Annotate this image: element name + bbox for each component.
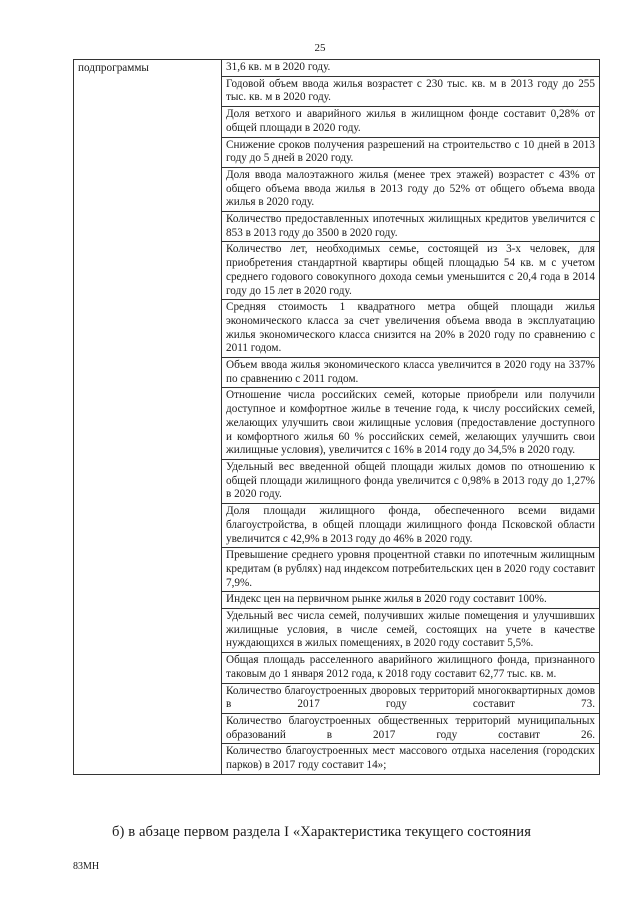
indicator-item: Отношение числа российских семей, которые приобрели или получили доступное и комфортное жилье в течение года, к числу российских семей, желающих улучшить свои жилищные условия (предоставление доступного и комфортного жилья 60 % российских семей, желающих улучшить свои жилищные условия), увеличится с 16% в 2014 году до 34,5% в 2020 году. <box>222 387 599 459</box>
row-label: подпрограммы <box>74 60 222 775</box>
table-row <box>74 60 600 775</box>
indicator-item: Количество предоставленных ипотечных жилищных кредитов увеличится с 853 в 2013 году до 3500 в 2020 году. <box>222 211 599 241</box>
indicator-item: Снижение сроков получения разрешений на строительство с 10 дней в 2013 году до 5 дней в 2020 году. <box>222 137 599 167</box>
indicators-cell <box>222 60 600 775</box>
indicator-item: Количество лет, необходимых семье, состоящей из 3-х человек, для приобретения стандартной квартиры общей площадью 54 кв. м с учетом среднего годового совокупного дохода семьи уменьшится с 20,4 года в 2014 году до 15 лет в 2020 году. <box>222 241 599 299</box>
indicator-item: Доля ввода малоэтажного жилья (менее трех этажей) возрастет с 43% от общего объема ввода жилья в 2013 году до 52% от общего объема ввода жилья в 2020 году. <box>222 167 599 211</box>
indicator-item: Индекс цен на первичном рынке жилья в 2020 году составит 100%. <box>222 591 599 608</box>
indicator-item: Превышение среднего уровня процентной ставки по ипотечным жилищным кредитам (в рублях) над индексом потребительских цен в 2020 году составит 7,9%. <box>222 547 599 591</box>
indicator-item: Количество благоустроенных дворовых территорий многоквартирных домов в 2017 году составит 73. <box>222 683 599 713</box>
page-number: 25 <box>314 42 326 54</box>
indicator-item: Доля ветхого и аварийного жилья в жилищном фонде составит 0,28% от общей площади в 2020 году. <box>222 106 599 136</box>
footer-paragraph: б) в абзаце первом раздела I «Характеристика текущего состояния <box>112 824 532 840</box>
indicator-item: Удельный вес числа семей, получивших жилые помещения и улучшивших жилищные условия, в числе семей, состоящих на учете в качестве нуждающихся в жилых помещениях, в 2020 году составит 5,5%. <box>222 608 599 652</box>
indicator-item: Удельный вес введенной общей площади жилых домов по отношению к общей площади жилищного фонда увеличится с 0,98% в 2013 году до 1,27% в 2020 году. <box>222 459 599 503</box>
indicator-item: Доля площади жилищного фонда, обеспеченного всеми видами благоустройства, в общей площади жилищного фонда Псковской области увеличится с 42,9% в 2013 году до 46% в 2020 году. <box>222 503 599 547</box>
indicator-item: Средняя стоимость 1 квадратного метра общей площади жилья экономического класса за счет увеличения объема ввода в эксплуатацию жилья экономического класса снизится на 20% в 2020 году по сравнению с 2011 годом. <box>222 299 599 357</box>
document-code: 83МН <box>73 861 100 872</box>
indicator-item: 31,6 кв. м в 2020 году. <box>226 61 331 73</box>
indicator-item: Годовой объем ввода жилья возрастет с 230 тыс. кв. м в 2013 году до 255 тыс. кв. м в 2020 году. <box>222 76 599 106</box>
indicator-item: Количество благоустроенных мест массового отдыха населения (городских парков) в 2017 году составит 14»; <box>222 743 599 773</box>
indicator-item: Количество благоустроенных общественных территорий муниципальных образований в 2017 году составит 26. <box>222 713 599 743</box>
indicators-table <box>73 59 600 775</box>
indicator-item: Общая площадь расселенного аварийного жилищного фонда, признанного таковым до 1 января 2012 года, к 2018 году составит 62,77 тыс. кв. м. <box>222 652 599 682</box>
indicator-item: Объем ввода жилья экономического класса увеличится в 2020 году на 337% по сравнению с 2011 годом. <box>222 357 599 387</box>
